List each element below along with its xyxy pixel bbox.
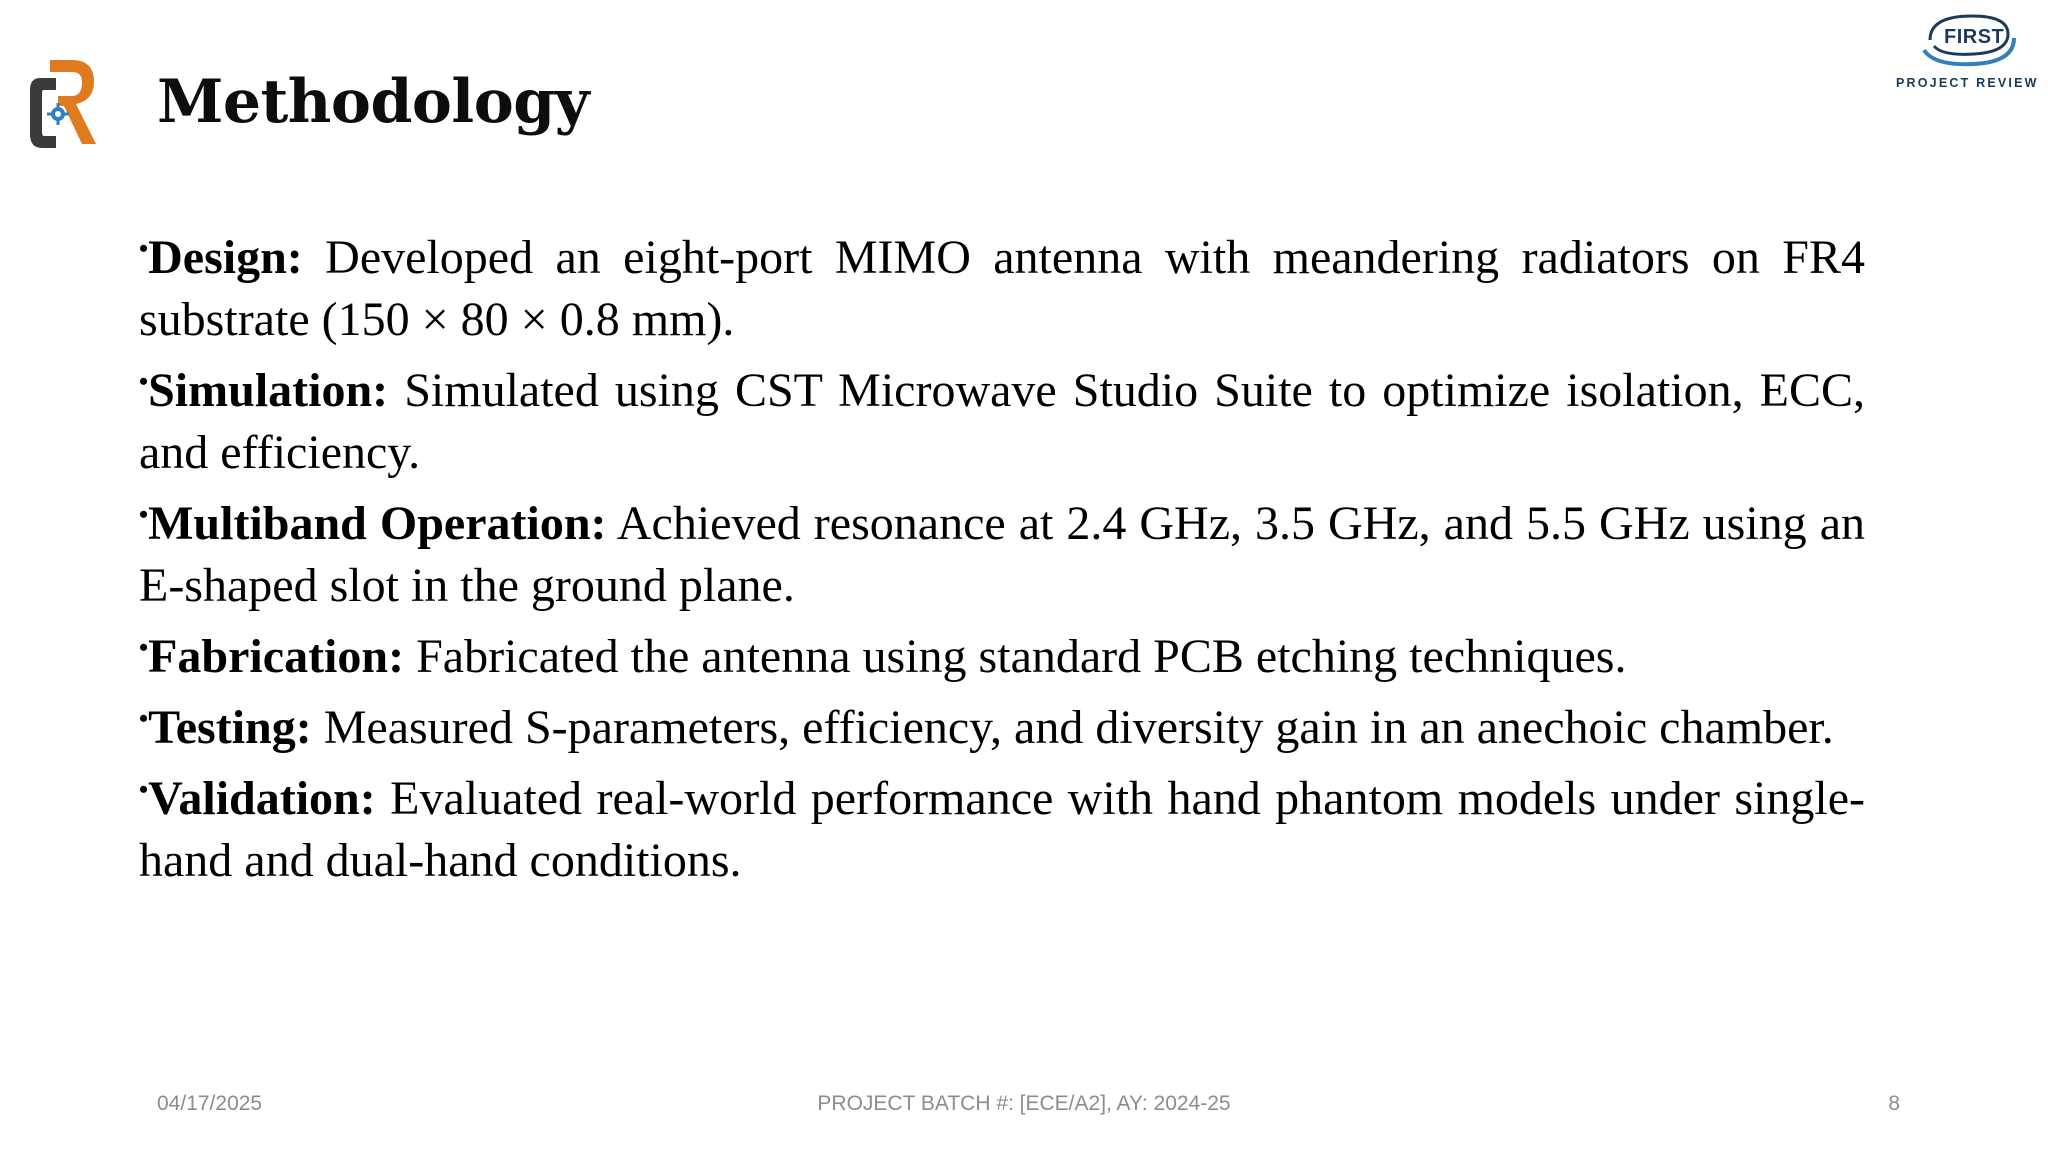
bullet-term: Fabrication: [148, 630, 405, 683]
list-item [139, 617, 1865, 688]
bullet-text: Measured S-parameters, efficiency, and diversity gain in an anechoic chamber. [311, 701, 1834, 754]
first-review-badge-icon [1890, 10, 2040, 100]
bullet-term: Simulation: [148, 364, 389, 417]
bullet-dot: • [139, 775, 149, 804]
bullet-dot: • [139, 500, 149, 529]
methodology-list [139, 218, 1865, 892]
bullet-dot: • [139, 704, 149, 733]
bullet-dot: • [139, 234, 149, 263]
bullet-dot: • [139, 633, 149, 662]
list-item [139, 484, 1865, 617]
bullet-text: Fabricated the antenna using standard PCB etching techniques. [404, 630, 1627, 683]
bullet-text: Developed an eight-port MIMO antenna with meandering radiators on FR4 substrate (150 × 80 × 0.8 mm). [139, 231, 1865, 346]
list-item [139, 759, 1865, 892]
bullet-text: Simulated using CST Microwave Studio Suite to optimize isolation, ECC, and efficiency. [139, 364, 1865, 479]
bullet-text: Achieved resonance at 2.4 GHz, 3.5 GHz, and 5.5 GHz using an E-shaped slot in the ground plane. [139, 497, 1866, 612]
footer-date: 04/17/2025 [157, 1092, 263, 1115]
page-number: 8 [1888, 1092, 1900, 1115]
bullet-term: Testing: [148, 701, 312, 754]
bullet-term: Validation: [148, 772, 376, 825]
bullet-dot: • [139, 367, 149, 396]
cr-logo-icon [28, 56, 98, 152]
list-item [139, 351, 1865, 484]
footer-batch: PROJECT BATCH #: [ECE/A2], AY: 2024-25 [817, 1092, 1231, 1115]
badge-subtitle: PROJECT REVIEW [1896, 76, 2039, 90]
badge-first-text: FIRST [1944, 26, 2005, 48]
page-title: Methodology [157, 67, 590, 137]
list-item [139, 218, 1865, 351]
bullet-text: Evaluated real-world performance with hand phantom models under single-hand and dual-hand conditions. [139, 772, 1865, 887]
bullet-term: Multiband Operation: [148, 497, 607, 550]
bullet-term: Design: [148, 231, 303, 284]
list-item [139, 688, 1865, 759]
